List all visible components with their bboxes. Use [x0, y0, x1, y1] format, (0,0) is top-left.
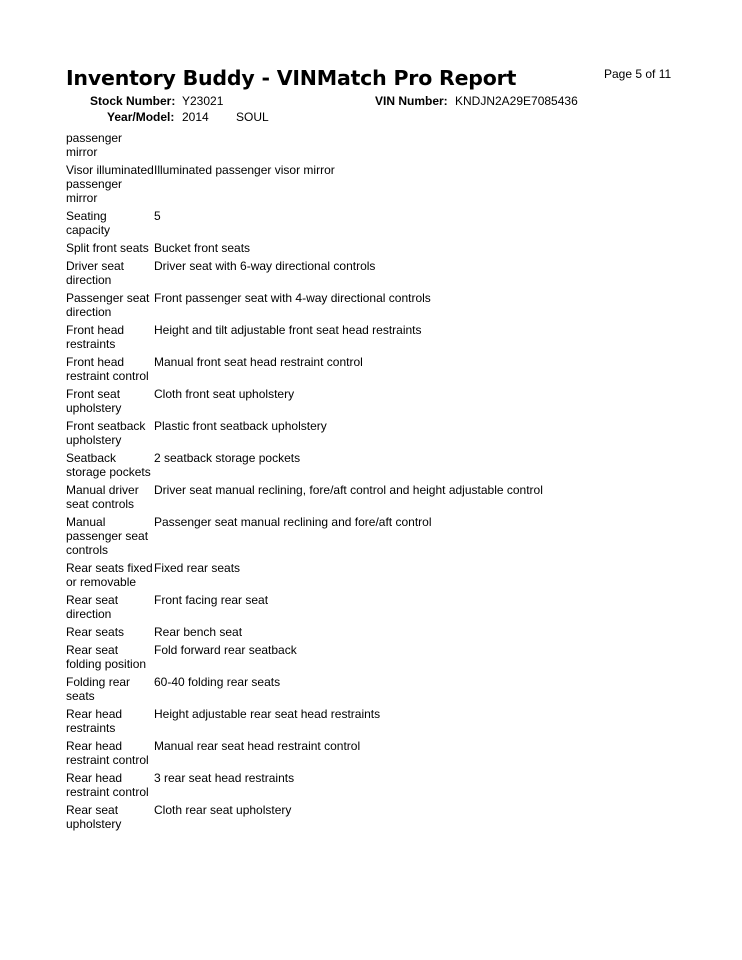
spec-row [66, 739, 626, 767]
spec-value: 60-40 folding rear seats [154, 675, 281, 689]
report-title: Inventory Buddy - VINMatch Pro Report [66, 66, 517, 90]
model-value: SOUL [236, 110, 269, 124]
spec-row [66, 803, 626, 831]
spec-value: Height and tilt adjustable front seat head restraints [154, 323, 422, 337]
spec-row [66, 643, 626, 671]
spec-value: Fixed rear seats [154, 561, 241, 575]
spec-name: Driver seat direction [66, 259, 125, 287]
stock-number-label: Stock Number: [90, 94, 176, 108]
spec-row [66, 771, 626, 799]
spec-name: Visor illuminated passenger mirror [66, 163, 154, 205]
spec-name: Manual passenger seat controls [66, 515, 149, 557]
spec-value: Plastic front seatback upholstery [154, 419, 327, 433]
spec-value: Cloth front seat upholstery [154, 387, 295, 401]
spec-value: Manual rear seat head restraint control [154, 739, 361, 753]
spec-value: 3 rear seat head restraints [154, 771, 295, 785]
spec-value [154, 131, 626, 159]
spec-value: Illuminated passenger visor mirror [154, 163, 335, 177]
spec-value: Driver seat manual reclining, fore/aft control and height adjustable control [154, 483, 543, 497]
spec-name: Passenger seat direction [66, 291, 150, 319]
spec-value: Cloth rear seat upholstery [154, 803, 292, 817]
year-value: 2014 [182, 110, 209, 124]
spec-name: Front seat upholstery [66, 387, 122, 415]
spec-row [66, 291, 626, 319]
spec-row [66, 561, 626, 589]
spec-table [66, 131, 626, 831]
vin-number-value: KNDJN2A29E7085436 [455, 94, 578, 108]
spec-table-body [66, 131, 626, 831]
spec-row [66, 323, 626, 351]
spec-name: Rear seats fixed or removable [66, 561, 153, 589]
spec-row [66, 593, 626, 621]
spec-value: Manual front seat head restraint control [154, 355, 363, 369]
spec-row [66, 419, 626, 447]
spec-value: 5 [154, 209, 161, 223]
spec-value: Rear bench seat [154, 625, 243, 639]
spec-row [66, 625, 626, 639]
spec-name: Rear seat direction [66, 593, 119, 621]
spec-value: Height adjustable rear seat head restraints [154, 707, 381, 721]
spec-name: Front seatback upholstery [66, 419, 146, 447]
spec-name: Rear head restraints [66, 707, 123, 735]
spec-name: Rear seat folding position [66, 643, 147, 671]
spec-value: Driver seat with 6-way directional controls [154, 259, 376, 273]
spec-row [66, 451, 626, 479]
spec-value: Fold forward rear seatback [154, 643, 297, 657]
spec-name: passenger mirror [66, 131, 123, 159]
spec-row [66, 387, 626, 415]
vin-number-label: VIN Number: [375, 94, 448, 108]
spec-name: Seating capacity [66, 209, 111, 237]
spec-name: Rear head restraint control [66, 771, 149, 799]
spec-value: Bucket front seats [154, 241, 251, 255]
spec-row [66, 131, 626, 159]
spec-name: Front head restraint control [66, 355, 149, 383]
year-model-label: Year/Model: [107, 110, 175, 124]
spec-name: Folding rear seats [66, 675, 131, 703]
spec-row [66, 163, 626, 205]
spec-value: Passenger seat manual reclining and fore/aft control [154, 515, 432, 529]
spec-row [66, 241, 626, 255]
spec-row [66, 675, 626, 703]
spec-row [66, 355, 626, 383]
spec-row [66, 209, 626, 237]
spec-row [66, 707, 626, 735]
spec-value: Front passenger seat with 4-way directional controls [154, 291, 431, 305]
stock-number-value: Y23021 [182, 94, 224, 108]
page-number: Page 5 of 11 [604, 67, 672, 81]
spec-row [66, 259, 626, 287]
spec-value: 2 seatback storage pockets [154, 451, 301, 465]
spec-name: Rear seat upholstery [66, 803, 122, 831]
spec-name: Rear head restraint control [66, 739, 149, 767]
spec-name: Front head restraints [66, 323, 125, 351]
spec-row [66, 515, 626, 557]
spec-name: Manual driver seat controls [66, 483, 139, 511]
spec-name: Split front seats [66, 241, 149, 255]
spec-row [66, 483, 626, 511]
spec-value: Front facing rear seat [154, 593, 269, 607]
spec-name: Seatback storage pockets [66, 451, 151, 479]
spec-name: Rear seats [66, 625, 125, 639]
